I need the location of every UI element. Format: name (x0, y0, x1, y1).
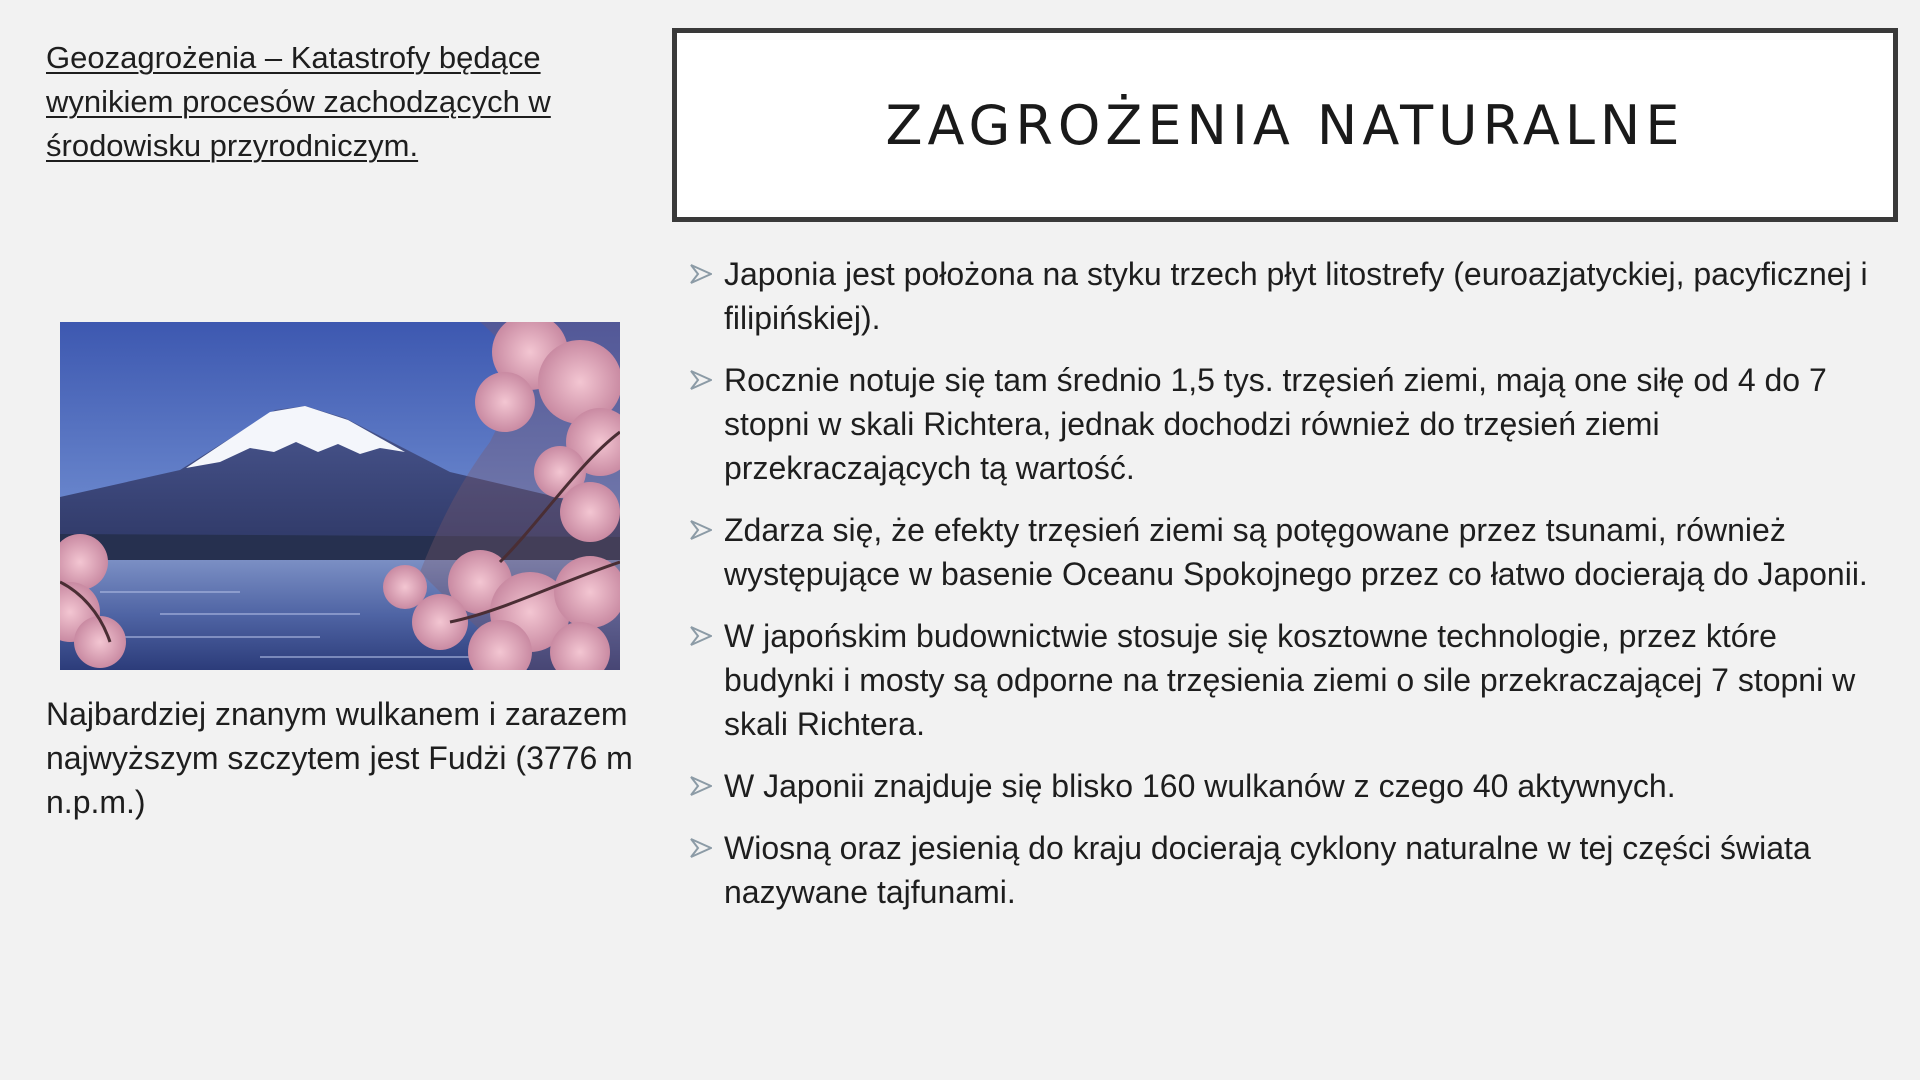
arrowhead-bullet-icon (690, 838, 712, 858)
list-item (688, 358, 1883, 490)
list-item (688, 764, 1883, 808)
bullet-text: Rocznie notuje się tam średnio 1,5 tys. trzęsień ziemi, mają one siłę od 4 do 7 stopni w skali Richtera, jednak dochodzi również do trzęsień ziemi przekraczających tą wartość. (724, 362, 1827, 486)
bullet-text: Japonia jest położona na styku trzech płyt litostrefy (euroazjatyckiej, pacyficznej i filipińskiej). (724, 256, 1868, 336)
list-item (688, 614, 1883, 746)
arrowhead-bullet-icon (690, 626, 712, 646)
bullet-text: Zdarza się, że efekty trzęsień ziemi są potęgowane przez tsunami, również występujące w basenie Oceanu Spokojnego przez co łatwo docierają do Japonii. (724, 512, 1868, 592)
bullet-text: W japońskim budownictwie stosuje się kosztowne technologie, przez które budynki i mosty są odporne na trzęsienia ziemi o sile przekraczającej 7 stopni w skali Richtera. (724, 618, 1856, 742)
photo-caption: Najbardziej znanym wulkanem i zarazem najwyższym szczytem jest Fudżi (3776 m n.p.m.) (46, 696, 633, 820)
arrowhead-bullet-icon (690, 370, 712, 390)
mount-fuji-photo (60, 322, 620, 670)
arrowhead-bullet-icon (690, 520, 712, 540)
list-item (688, 826, 1883, 914)
bullet-list (688, 252, 1883, 932)
list-item (688, 508, 1883, 596)
arrowhead-bullet-icon (690, 776, 712, 796)
bullet-text: Wiosną oraz jesienią do kraju docierają cyklony naturalne w tej części świata nazywane tajfunami. (724, 830, 1811, 910)
bullet-text: W Japonii znajduje się blisko 160 wulkanów z czego 40 aktywnych. (724, 768, 1676, 804)
definition-text: Geozagrożenia – Katastrofy będące wynikiem procesów zachodzących w środowisku przyrodniczym. (46, 40, 551, 163)
slide-title: ZAGROŻENIA NATURALNE (885, 93, 1685, 157)
arrowhead-bullet-icon (690, 264, 712, 284)
list-item (688, 252, 1883, 340)
title-box (672, 28, 1898, 222)
